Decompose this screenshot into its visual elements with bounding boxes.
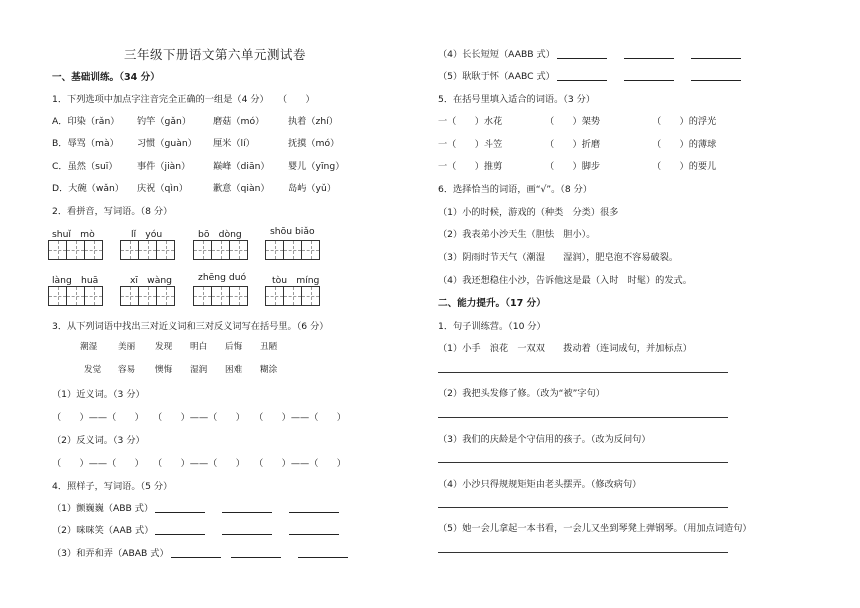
question-3: 3．从下列词语中找出三对近义词和三对反义词写在括号里。（6 分） xyxy=(52,321,329,332)
word-11: 困难 xyxy=(225,365,243,375)
word-10: 湿润 xyxy=(190,365,208,375)
r1-item-1: （1）小手 浪花 一双双 拨动着（连词成句，并加标点） xyxy=(438,343,692,354)
word-4: 明白 xyxy=(190,342,208,352)
q1-option-b-2: 习惯（guàn） xyxy=(137,138,197,149)
writing-grid-5[interactable] xyxy=(48,286,102,306)
q5-r1-c3[interactable]: （ ）的浮光 xyxy=(652,116,717,127)
q1-option-a-3: 磨菇（mó） xyxy=(213,116,265,127)
q5-r3-c1[interactable]: 一（ ）推剪 xyxy=(438,161,503,172)
q1-option-c-3: 巅峰（diān） xyxy=(213,161,270,172)
word-2: 美丽 xyxy=(118,342,136,352)
q1-option-a-2: 钓竿（gǎn） xyxy=(137,116,192,127)
q1-option-d-2: 庆祝（qìn） xyxy=(137,183,188,194)
q5-r2-c3[interactable]: （ ）的薄球 xyxy=(652,139,717,150)
answer-line-1[interactable] xyxy=(438,372,728,373)
answer-line-3[interactable] xyxy=(438,462,728,463)
q5-r2-c2[interactable]: （ ）折磨 xyxy=(545,139,601,150)
q6-item-4[interactable]: （4）我还想稳住小沙，告诉他这是最（入时 时髦）的发式。 xyxy=(438,275,692,286)
word-1: 潮湿 xyxy=(80,342,98,352)
q1-option-d-4: 岛屿（yǔ） xyxy=(288,183,337,194)
word-7: 发觉 xyxy=(84,365,102,375)
q1-option-d-1: D．大碗（wǎn） xyxy=(52,183,124,194)
q4-item-2: （2）咪咪笑（AAB 式） xyxy=(52,522,339,536)
q5-r3-c3[interactable]: （ ）的要儿 xyxy=(652,161,717,172)
q4-item-3: （3）和弄和弄（ABAB 式） xyxy=(52,545,348,559)
q5-r1-c1[interactable]: 一（ ）水花 xyxy=(438,116,503,127)
writing-grid-8[interactable] xyxy=(265,286,319,306)
question-1: 1．下列选项中加点字注音完全正确的一组是（4 分） （ ） xyxy=(52,94,315,105)
q1-option-c-1: C．虽然（suī） xyxy=(52,161,118,172)
antonym-answer-line[interactable]: （ ）——（ ） （ ）——（ ） （ ）——（ ） xyxy=(52,458,346,469)
pinyin-5: làng huā xyxy=(52,275,99,286)
synonym-answer-line[interactable]: （ ）——（ ） （ ）——（ ） （ ）——（ ） xyxy=(52,412,346,423)
word-9: 懊悔 xyxy=(155,365,173,375)
q4-item-4: （4）长长短短（AABB 式） xyxy=(438,46,741,60)
writing-grid-3[interactable] xyxy=(193,240,247,260)
writing-grid-2[interactable] xyxy=(120,240,174,260)
page-title: 三年级下册语文第六单元测试卷 xyxy=(124,47,307,62)
pinyin-4: shōu biǎo xyxy=(270,226,315,237)
word-6: 丑陋 xyxy=(260,342,278,352)
word-12: 糊涂 xyxy=(260,365,278,375)
q1-option-b-4: 抚摸（mó） xyxy=(288,138,340,149)
writing-grid-4[interactable] xyxy=(265,240,319,260)
answer-line-4[interactable] xyxy=(438,507,728,508)
q5-r3-c2[interactable]: （ ）脚步 xyxy=(545,161,601,172)
answer-line-5[interactable] xyxy=(438,552,728,553)
r1-item-5: （5）她一会儿拿起一本书看，一会儿又坐到琴凳上弹钢琴。（用加点词造句） xyxy=(438,523,752,534)
r-question-1: 1．句子训练营。（10 分） xyxy=(438,321,546,332)
pinyin-8: tòu míng xyxy=(272,275,320,286)
synonym-label: （1）近义词。（3 分） xyxy=(52,389,145,400)
q1-option-b-1: B．辱骂（mà） xyxy=(52,138,119,149)
antonym-label: （2）反义词。（3 分） xyxy=(52,435,145,446)
question-6: 6．选择恰当的词语，画“√”。（8 分） xyxy=(438,184,593,195)
section-2-heading: 二、能力提升。（17 分） xyxy=(438,298,546,309)
q1-option-a-4: 执着（zhí） xyxy=(288,116,338,127)
q5-r2-c1[interactable]: 一（ ）斗笠 xyxy=(438,139,503,150)
question-2: 2．看拼音，写词语。（8 分） xyxy=(52,206,173,217)
pinyin-3: bō dòng xyxy=(198,229,242,240)
q1-option-b-3: 厘米（lí） xyxy=(213,138,255,149)
r1-item-2: （2）我把头发修了修。（改为“被”字句） xyxy=(438,388,605,399)
q1-option-c-2: 事件（jiàn） xyxy=(137,161,191,172)
writing-grid-7[interactable] xyxy=(193,286,247,306)
q4-item-5: （5）耿耿于怀（AABC 式） xyxy=(438,68,741,82)
pinyin-6: xī wàng xyxy=(130,275,172,286)
q6-item-3[interactable]: （3）阴雨时节天气（潮湿 湿润），肥皂泡不容易破裂。 xyxy=(438,252,679,263)
pinyin-7: zhēng duó xyxy=(198,272,247,283)
question-4: 4．照样子，写词语。（5 分） xyxy=(52,481,173,492)
question-5: 5．在括号里填入适合的词语。（3 分） xyxy=(438,94,596,105)
q6-item-1[interactable]: （1）小的时候，游戏的（种类 分类）很多 xyxy=(438,207,619,218)
q4-item-1: （1）颤巍巍（ABB 式） xyxy=(52,500,339,514)
section-1-heading: 一、基础训练。（34 分） xyxy=(52,72,160,83)
pinyin-2: lǐ yóu xyxy=(131,229,163,240)
q1-option-c-4: 婴儿（yīng） xyxy=(288,161,345,172)
word-8: 容易 xyxy=(118,365,136,375)
q6-item-2[interactable]: （2）我表弟小沙天生（胆怯 胆小）。 xyxy=(438,229,596,240)
r1-item-3: （3）我们的庆龄是个守信用的孩子。（改为反问句） xyxy=(438,434,651,445)
q1-option-d-3: 歉意（qiàn） xyxy=(213,183,270,194)
writing-grid-6[interactable] xyxy=(120,286,174,306)
r1-item-4: （4）小沙只得规规矩矩由老头摆弄。（修改病句） xyxy=(438,479,642,490)
answer-line-2[interactable] xyxy=(438,417,728,418)
pinyin-1: shuǐ mò xyxy=(52,229,95,240)
q1-option-a-1: A．印染（rǎn） xyxy=(52,116,120,127)
word-3: 发现 xyxy=(155,342,173,352)
writing-grid-1[interactable] xyxy=(48,240,102,260)
q5-r1-c2[interactable]: （ ）架势 xyxy=(545,116,601,127)
word-5: 后悔 xyxy=(225,342,243,352)
